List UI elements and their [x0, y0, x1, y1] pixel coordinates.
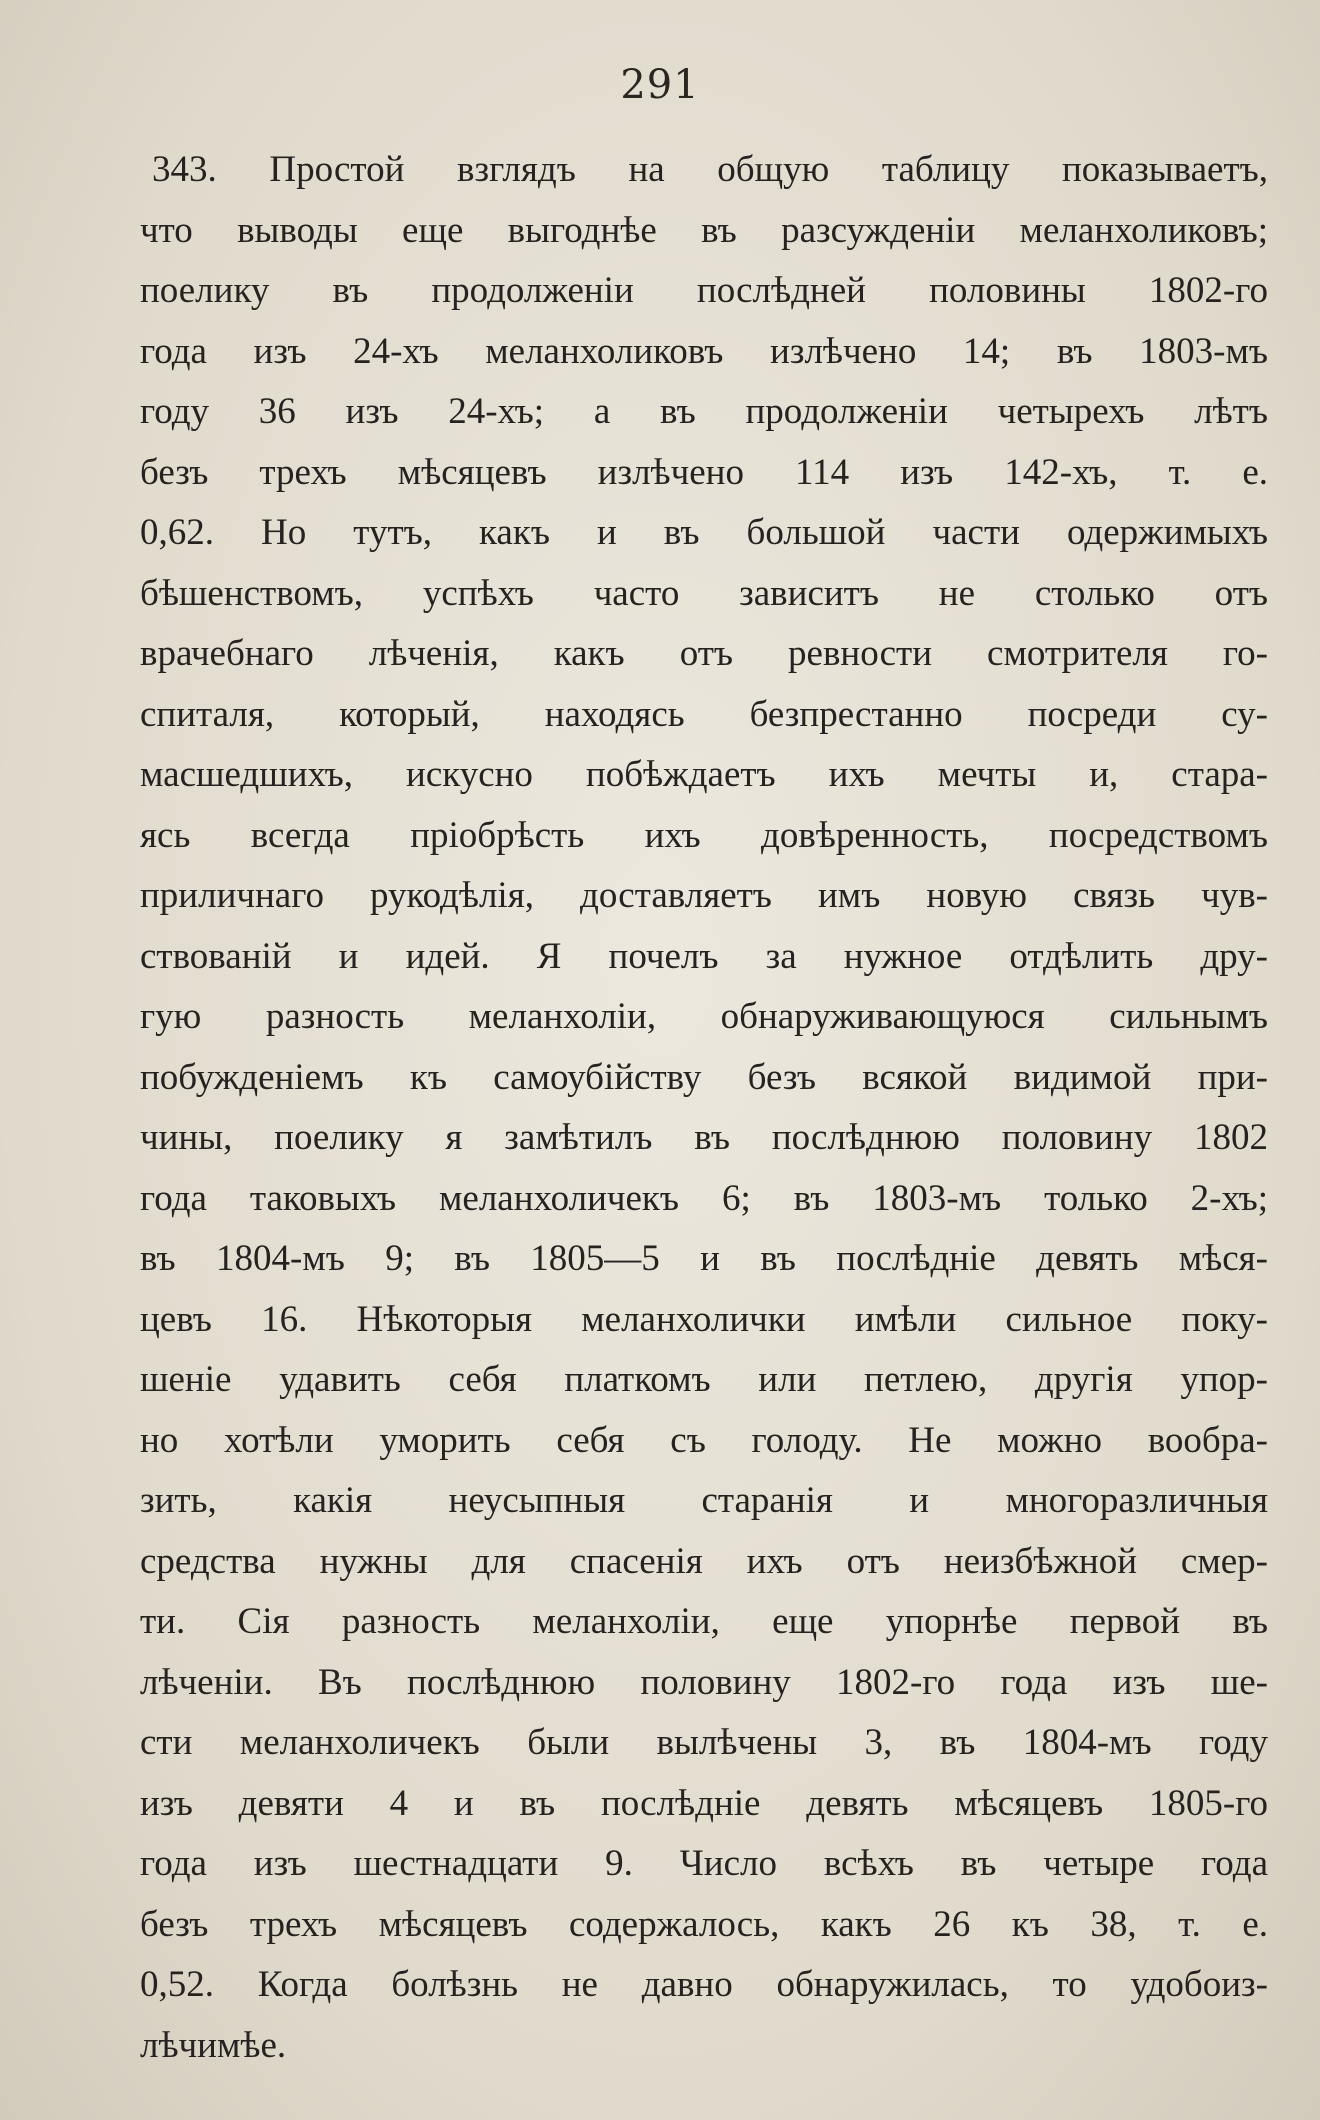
- text-line: года изъ 24-хъ меланхоликовъ излѣчено 14; въ 1803-мъ: [140, 330, 1268, 372]
- text-line: бѣшенствомъ, успѣхъ часто зависитъ не столько отъ: [140, 572, 1268, 614]
- text-line: средства нужны для спасенія ихъ отъ неизбѣжной смер-: [140, 1540, 1268, 1582]
- text-line: но хотѣли уморить себя съ голоду. Не можно вообра-: [140, 1419, 1268, 1461]
- text-line: поелику въ продолженіи послѣдней половины 1802-го: [140, 270, 1268, 311]
- text-line: приличнаго рукодѣлія, доставляетъ имъ новую связь чув-: [140, 875, 1268, 916]
- text-line: году 36 изъ 24-хъ; а въ продолженіи четырехъ лѣтъ: [140, 391, 1268, 432]
- text-line: безъ трехъ мѣсяцевъ излѣчено 114 изъ 142-хъ, т. е.: [140, 451, 1268, 493]
- paragraph-343: [140, 140, 1268, 2076]
- text-line: лѣченіи. Въ послѣднюю половину 1802-го года изъ ше-: [140, 1661, 1268, 1703]
- text-line: лѣчимѣе.: [140, 2024, 287, 2066]
- text-line: 0,52. Когда болѣзнь не давно обнаружилась, то удобоиз-: [140, 1964, 1268, 2005]
- text-line: масшедшихъ, искусно побѣждаетъ ихъ мечты и, стара-: [140, 754, 1268, 795]
- text-line: сти меланхоличекъ были вылѣчены 3, въ 1804-мъ году: [140, 1722, 1268, 1763]
- text-line: чины, поелику я замѣтилъ въ послѣднюю половину 1802: [140, 1117, 1268, 1158]
- text-line: что выводы еще выгоднѣе въ разсужденіи меланхоликовъ;: [140, 209, 1268, 251]
- text-line: въ 1804-мъ 9; въ 1805—5 и въ послѣдніе девять мѣся-: [140, 1238, 1268, 1279]
- text-line: года таковыхъ меланхоличекъ 6; въ 1803-мъ только 2-хъ;: [140, 1177, 1268, 1219]
- text-line: 0,62. Но тутъ, какъ и въ большой части одержимыхъ: [140, 512, 1268, 553]
- text-line: ствованій и идей. Я почелъ за нужное отдѣлить дру-: [140, 935, 1268, 977]
- text-line: изъ девяти 4 и въ послѣдніе девять мѣсяцевъ 1805-го: [140, 1782, 1268, 1824]
- text-line: спиталя, который, находясь безпрестанно посреди су-: [140, 693, 1268, 735]
- page-number: 291: [620, 62, 700, 108]
- text-line: ти. Сія разность меланхоліи, еще упорнѣе первой въ: [140, 1601, 1268, 1642]
- text-line: зить, какія неусыпныя старанія и многоразличныя: [140, 1480, 1268, 1521]
- text-line: гую разность меланхоліи, обнаруживающуюся сильнымъ: [140, 996, 1268, 1037]
- text-line: ясь всегда пріобрѣсть ихъ довѣренность, посредствомъ: [140, 814, 1268, 856]
- text-line: 343. Простой взглядъ на общую таблицу показываетъ,: [152, 149, 1268, 190]
- text-line: безъ трехъ мѣсяцевъ содержалось, какъ 26 къ 38, т. е.: [140, 1903, 1268, 1945]
- text-line: цевъ 16. Нѣкоторыя меланхолички имѣли сильное поку-: [140, 1298, 1268, 1340]
- text-line: побужденіемъ къ самоубійству безъ всякой видимой при-: [140, 1056, 1268, 1098]
- text-line: шеніе удавить себя платкомъ или петлею, другія упор-: [140, 1359, 1268, 1400]
- text-line: врачебнаго лѣченія, какъ отъ ревности смотрителя го-: [140, 633, 1268, 674]
- text-line: года изъ шестнадцати 9. Число всѣхъ въ четыре года: [140, 1843, 1268, 1884]
